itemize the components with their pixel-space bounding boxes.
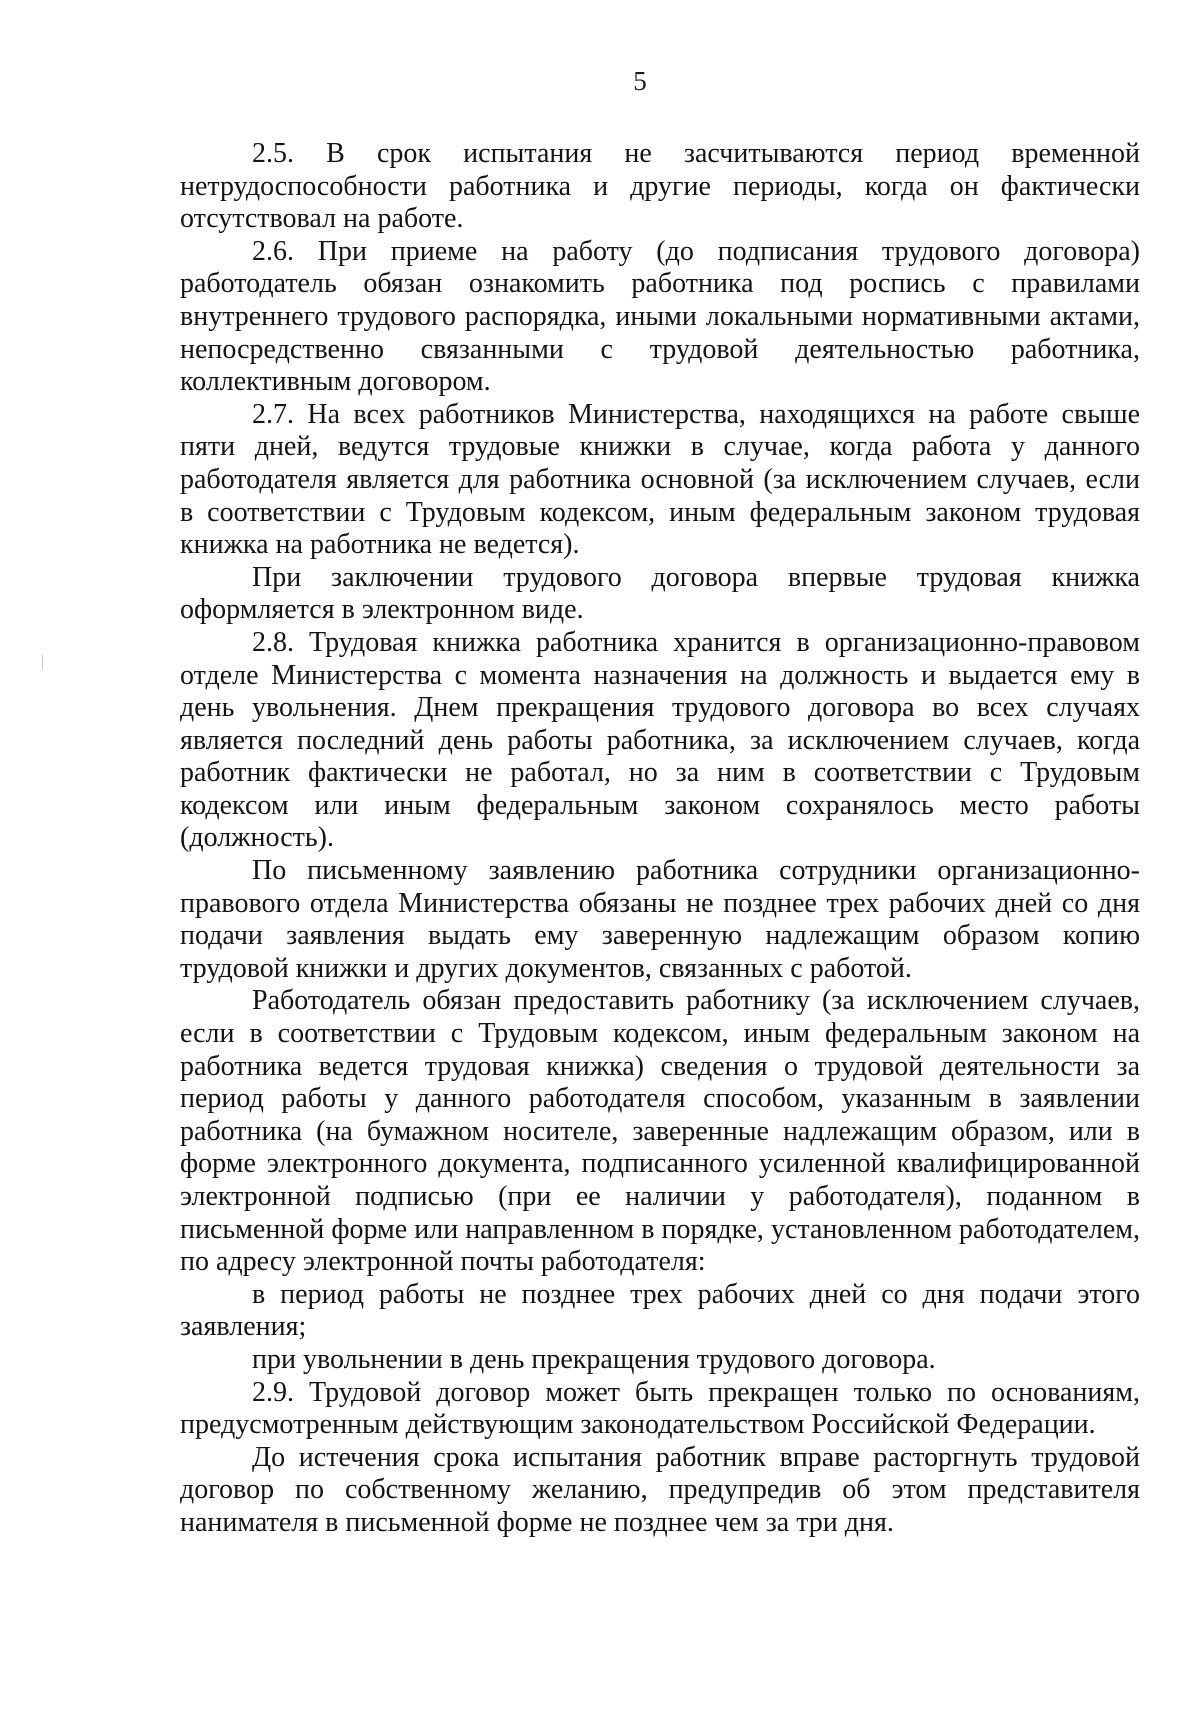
paragraph-2-8-copy-request: По письменному заявлению работника сотрудники организационно-правового отдела Министерства обязаны не позднее трех рабочих дней со дня подачи заявления выдать ему заверенную надлежащим образом копию трудовой книжки и других документов, связанных с работой.	[180, 855, 1140, 984]
paragraph-2-9: 2.9. Трудовой договор может быть прекращен только по основаниям, предусмотренным действующим законодательством Российской Федерации.	[180, 1376, 1140, 1441]
scan-edge-mark	[42, 655, 43, 669]
paragraph-2-8-during-work: в период работы не позднее трех рабочих дней со дня подачи этого заявления;	[180, 1278, 1140, 1343]
paragraph-2-6: 2.6. При приеме на работу (до подписания трудового договора) работодатель обязан ознакомить работника под роспись с правилами внутреннего трудового распорядка, иными локальными нормативными актами, непосредственно связанными с трудовой деятельностью работника, коллективным договором.	[180, 235, 1140, 398]
paragraph-2-7-electronic: При заключении трудового договора впервые трудовая книжка оформляется в электронном виде.	[180, 561, 1140, 626]
paragraph-2-8-employer-info: Работодатель обязан предоставить работнику (за исключением случаев, если в соответствии с Трудовым кодексом, иным федеральным законом на работника ведется трудовая книжка) сведения о трудовой деятельности за период работы у данного работодателя способом, указанным в заявлении работника (на бумажном носителе, заверенные надлежащим образом, или в форме электронного документа, подписанного усиленной квалифицированной электронной подписью (при ее наличии у работодателя), поданном в письменной форме или направленном в порядке, установленном работодателем, по адресу электронной почты работодателя:	[180, 985, 1140, 1278]
paragraph-2-9-probation: До истечения срока испытания работник вправе расторгнуть трудовой договор по собственному желанию, предупредив об этом представителя нанимателя в письменной форме не позднее чем за три дня.	[180, 1441, 1140, 1538]
paragraph-2-7: 2.7. На всех работников Министерства, находящихся на работе свыше пяти дней, ведутся трудовые книжки в случае, когда работа у данного работодателя является для работника основной (за исключением случаев, если в соответствии с Трудовым кодексом, иным федеральным законом трудовая книжка на работника не ведется).	[180, 398, 1140, 561]
page-number: 5	[633, 66, 647, 96]
paragraph-2-8: 2.8. Трудовая книжка работника хранится в организационно-правовом отделе Министерства с момента назначения на должность и выдается ему в день увольнения. Днем прекращения трудового договора во всех случаях является последний день работы работника, за исключением случаев, когда работник фактически не работал, но за ним в соответствии с Трудовым кодексом или иным федеральным законом сохранялось место работы (должность).	[180, 626, 1140, 854]
document-body	[180, 138, 1140, 1540]
paragraph-2-8-on-dismissal: при увольнении в день прекращения трудового договора.	[252, 1343, 936, 1375]
paragraph-2-5: 2.5. В срок испытания не засчитываются период временной нетрудоспособности работника и другие периоды, когда он фактически отсутствовал на работе.	[180, 138, 1140, 235]
